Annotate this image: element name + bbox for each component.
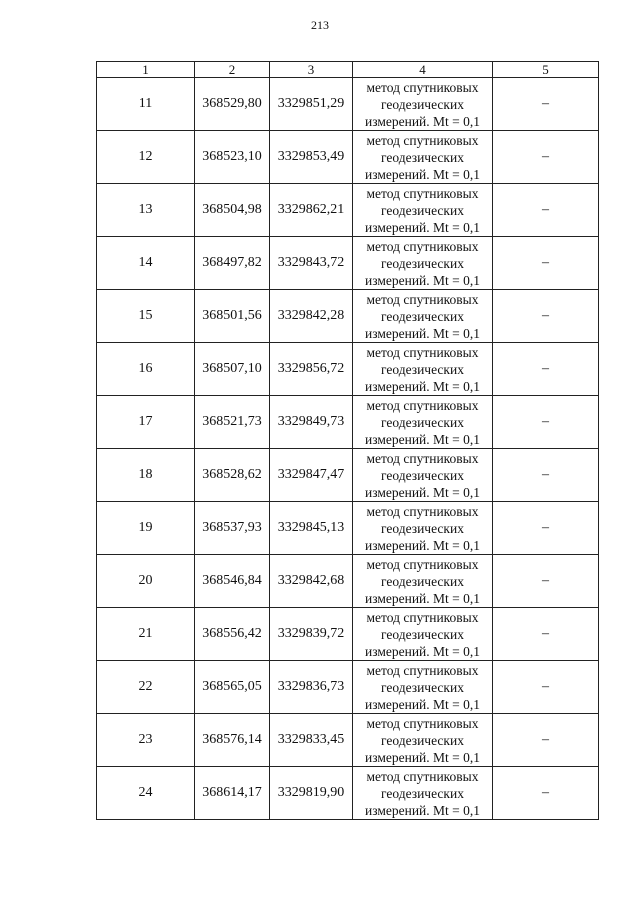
table-row xyxy=(97,767,599,820)
note-cell: – xyxy=(493,396,599,449)
table-row xyxy=(97,343,599,396)
table-row xyxy=(97,131,599,184)
method-line: геодезических xyxy=(381,255,464,271)
method-line: измерений. Mt = 0,1 xyxy=(364,590,481,606)
method-line: измерений. Mt = 0,1 xyxy=(364,166,481,182)
point-number-cell: 16 xyxy=(97,343,195,396)
point-number-cell: 11 xyxy=(97,78,195,131)
point-number-cell: 14 xyxy=(97,237,195,290)
method-line: метод спутниковых xyxy=(366,79,479,95)
x-coordinate-cell: 368521,73 xyxy=(195,396,270,449)
method-line: метод спутниковых xyxy=(366,132,479,148)
y-coordinate-cell: 3329851,29 xyxy=(270,78,353,131)
method-cell xyxy=(353,449,493,502)
method-cell xyxy=(353,714,493,767)
method-line: геодезических xyxy=(381,202,464,218)
method-line: метод спутниковых xyxy=(366,344,479,360)
point-number-cell: 21 xyxy=(97,608,195,661)
note-cell: – xyxy=(493,237,599,290)
note-cell: – xyxy=(493,767,599,820)
x-coordinate-cell: 368565,05 xyxy=(195,661,270,714)
method-line: метод спутниковых xyxy=(366,768,479,784)
table-row xyxy=(97,237,599,290)
column-header: 2 xyxy=(195,62,270,78)
method-line: метод спутниковых xyxy=(366,503,479,519)
y-coordinate-cell: 3329833,45 xyxy=(270,714,353,767)
method-cell xyxy=(353,555,493,608)
method-line: геодезических xyxy=(381,149,464,165)
table-header-row xyxy=(97,62,599,78)
method-cell xyxy=(353,184,493,237)
method-line: измерений. Mt = 0,1 xyxy=(364,325,481,341)
method-line: геодезических xyxy=(381,361,464,377)
table-row xyxy=(97,502,599,555)
method-line: геодезических xyxy=(381,308,464,324)
method-line: геодезических xyxy=(381,785,464,801)
method-line: геодезических xyxy=(381,467,464,483)
page-number: 213 xyxy=(311,18,329,32)
table-row xyxy=(97,184,599,237)
coordinates-table xyxy=(96,61,599,820)
table-row xyxy=(97,555,599,608)
point-number-cell: 22 xyxy=(97,661,195,714)
y-coordinate-cell: 3329849,73 xyxy=(270,396,353,449)
point-number-cell: 17 xyxy=(97,396,195,449)
method-cell xyxy=(353,608,493,661)
method-line: геодезических xyxy=(381,414,464,430)
y-coordinate-cell: 3329843,72 xyxy=(270,237,353,290)
point-number-cell: 18 xyxy=(97,449,195,502)
point-number-cell: 23 xyxy=(97,714,195,767)
method-line: измерений. Mt = 0,1 xyxy=(364,113,481,129)
x-coordinate-cell: 368529,80 xyxy=(195,78,270,131)
y-coordinate-cell: 3329842,68 xyxy=(270,555,353,608)
point-number-cell: 13 xyxy=(97,184,195,237)
method-line: метод спутниковых xyxy=(366,185,479,201)
method-cell xyxy=(353,78,493,131)
method-cell xyxy=(353,343,493,396)
method-cell xyxy=(353,396,493,449)
method-cell xyxy=(353,767,493,820)
column-header: 1 xyxy=(97,62,195,78)
note-cell: – xyxy=(493,555,599,608)
note-cell: – xyxy=(493,502,599,555)
table-body xyxy=(97,78,599,820)
column-header: 5 xyxy=(493,62,599,78)
method-line: метод спутниковых xyxy=(366,609,479,625)
table-row xyxy=(97,78,599,131)
point-number-cell: 15 xyxy=(97,290,195,343)
point-number-cell: 19 xyxy=(97,502,195,555)
method-line: геодезических xyxy=(381,96,464,112)
x-coordinate-cell: 368507,10 xyxy=(195,343,270,396)
x-coordinate-cell: 368504,98 xyxy=(195,184,270,237)
method-line: измерений. Mt = 0,1 xyxy=(364,219,481,235)
method-cell xyxy=(353,290,493,343)
y-coordinate-cell: 3329839,72 xyxy=(270,608,353,661)
note-cell: – xyxy=(493,290,599,343)
y-coordinate-cell: 3329847,47 xyxy=(270,449,353,502)
method-cell xyxy=(353,661,493,714)
point-number-cell: 12 xyxy=(97,131,195,184)
note-cell: – xyxy=(493,608,599,661)
table-row xyxy=(97,714,599,767)
x-coordinate-cell: 368614,17 xyxy=(195,767,270,820)
note-cell: – xyxy=(493,661,599,714)
note-cell: – xyxy=(493,184,599,237)
method-line: метод спутниковых xyxy=(366,397,479,413)
table-row xyxy=(97,608,599,661)
method-line: метод спутниковых xyxy=(366,238,479,254)
method-line: измерений. Mt = 0,1 xyxy=(364,431,481,447)
method-line: геодезических xyxy=(381,573,464,589)
point-number-cell: 20 xyxy=(97,555,195,608)
y-coordinate-cell: 3329819,90 xyxy=(270,767,353,820)
method-line: геодезических xyxy=(381,732,464,748)
point-number-cell: 24 xyxy=(97,767,195,820)
y-coordinate-cell: 3329842,28 xyxy=(270,290,353,343)
table-row xyxy=(97,290,599,343)
note-cell: – xyxy=(493,343,599,396)
x-coordinate-cell: 368497,82 xyxy=(195,237,270,290)
method-line: метод спутниковых xyxy=(366,450,479,466)
method-line: измерений. Mt = 0,1 xyxy=(364,749,481,765)
y-coordinate-cell: 3329856,72 xyxy=(270,343,353,396)
note-cell: – xyxy=(493,131,599,184)
y-coordinate-cell: 3329862,21 xyxy=(270,184,353,237)
method-line: метод спутниковых xyxy=(366,715,479,731)
table-row xyxy=(97,396,599,449)
method-cell xyxy=(353,131,493,184)
x-coordinate-cell: 368576,14 xyxy=(195,714,270,767)
column-header: 4 xyxy=(353,62,493,78)
method-line: метод спутниковых xyxy=(366,662,479,678)
method-line: измерений. Mt = 0,1 xyxy=(364,537,481,553)
method-line: измерений. Mt = 0,1 xyxy=(364,643,481,659)
x-coordinate-cell: 368556,42 xyxy=(195,608,270,661)
note-cell: – xyxy=(493,78,599,131)
method-line: измерений. Mt = 0,1 xyxy=(364,802,481,818)
column-header: 3 xyxy=(270,62,353,78)
method-line: геодезических xyxy=(381,626,464,642)
y-coordinate-cell: 3329853,49 xyxy=(270,131,353,184)
note-cell: – xyxy=(493,449,599,502)
x-coordinate-cell: 368537,93 xyxy=(195,502,270,555)
table-row xyxy=(97,449,599,502)
x-coordinate-cell: 368523,10 xyxy=(195,131,270,184)
x-coordinate-cell: 368546,84 xyxy=(195,555,270,608)
table-row xyxy=(97,661,599,714)
method-line: измерений. Mt = 0,1 xyxy=(364,696,481,712)
x-coordinate-cell: 368528,62 xyxy=(195,449,270,502)
method-cell xyxy=(353,502,493,555)
method-line: геодезических xyxy=(381,679,464,695)
method-line: геодезических xyxy=(381,520,464,536)
method-line: измерений. Mt = 0,1 xyxy=(364,484,481,500)
method-line: метод спутниковых xyxy=(366,291,479,307)
note-cell: – xyxy=(493,714,599,767)
method-line: метод спутниковых xyxy=(366,556,479,572)
y-coordinate-cell: 3329845,13 xyxy=(270,502,353,555)
y-coordinate-cell: 3329836,73 xyxy=(270,661,353,714)
x-coordinate-cell: 368501,56 xyxy=(195,290,270,343)
method-line: измерений. Mt = 0,1 xyxy=(364,272,481,288)
method-line: измерений. Mt = 0,1 xyxy=(364,378,481,394)
method-cell xyxy=(353,237,493,290)
